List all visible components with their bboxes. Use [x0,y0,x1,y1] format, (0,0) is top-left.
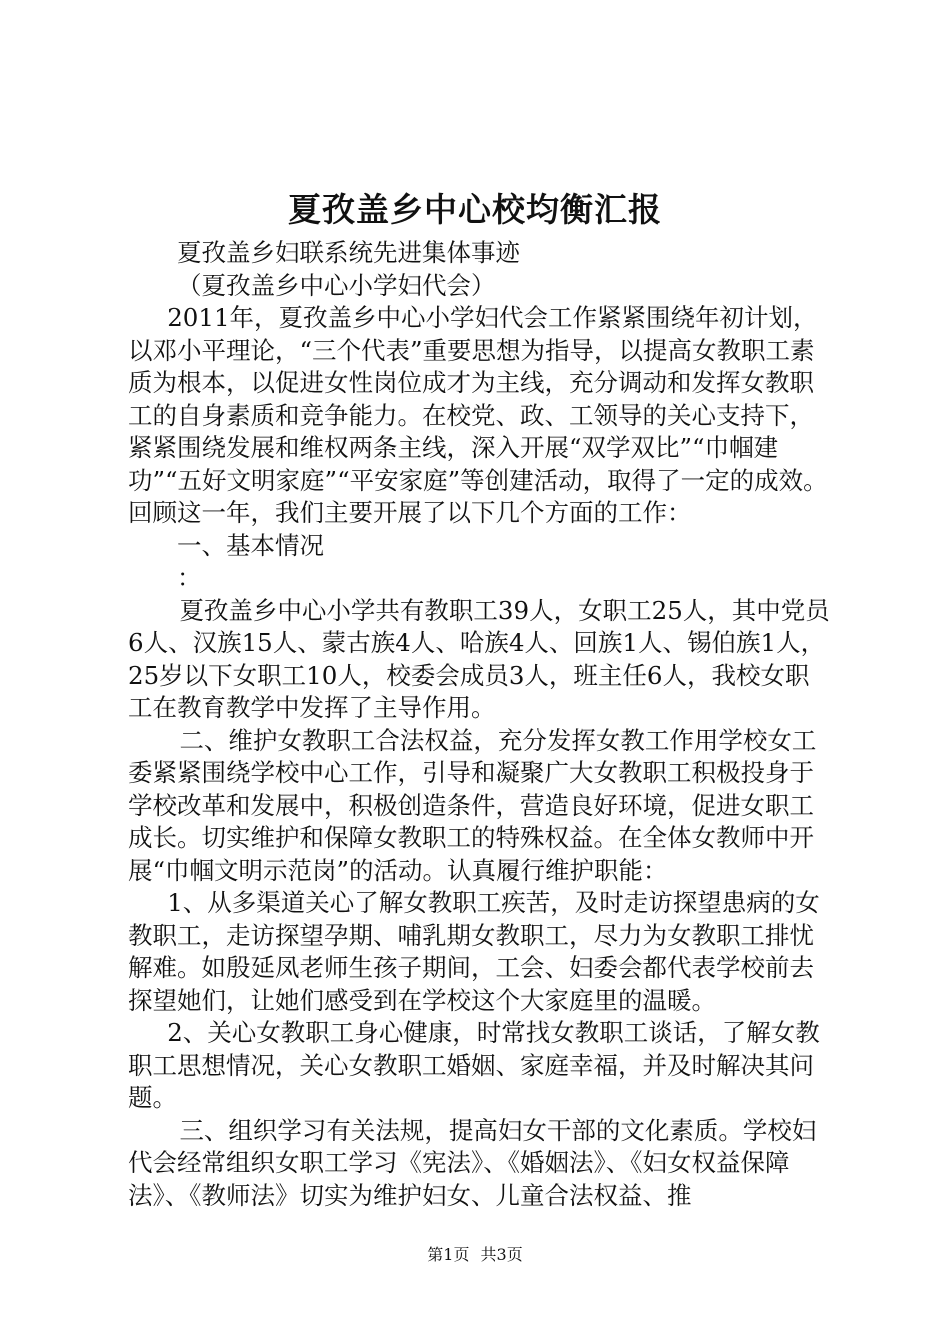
paragraph-basic-info: 夏孜盖乡中心小学共有教职工39人，女职工25人，其中党员6人、汉族15人、蒙古族4人、哈族4人、回族1人、锡伯族1人，25岁以下女职工10人，校委会成员3人，班主任6人，我校女职工在教育教学中发挥了主导作用。 [128,595,830,722]
paragraph-section-two: 二、维护女教职工合法权益，充分发挥女教工作用学校女工委紧紧围绕学校中心工作，引导和凝聚广大女教职工积极投身于学校改革和发展中，积极创造条件，营造良好环境，促进女职工成长。切实维护和保障女教职工的特殊权益。在全体女教师中开展“巾帼文明示范岗”的活动。认真履行维护职能： [128,725,817,885]
document-body [128,237,833,1212]
document-title: 夏孜盖乡中心校均衡汇报 [288,190,662,229]
paragraph-item-one: 1、从多渠道关心了解女教职工疾苦，及时走访探望患病的女教职工，走访探望孕期、哺乳期女教职工，尽力为女教职工排忧解难。如殷延凤老师生孩子期间，工会、妇委会都代表学校前去探望她们，让她们感受到在学校这个大家庭里的温暖。 [128,888,820,1015]
page-number: 第1页 [427,1245,470,1264]
paragraph-intro: 2011年，夏孜盖乡中心小学妇代会工作紧紧围绕年初计划，以邓小平理论，“三个代表”重要思想为指导，以提高女教职工素质为根本，以促进女性岗位成才为主线，充分调动和发挥女教职工的自身素质和竞争能力。在校党、政、工领导的关心支持下，紧紧围绕发展和维权两条主线，深入开展“双学双比”“巾帼建功”“五好文明家庭”“平安家庭”等创建活动，取得了一定的成效。回顾这一年，我们主要开展了以下几个方面的工作： [128,303,828,527]
subtitle: 夏孜盖乡妇联系统先进集体事迹 [177,238,520,267]
colon-line: ： [177,563,202,592]
organization-line: （夏孜盖乡中心小学妇代会） [177,270,496,300]
page-total: 共3页 [480,1245,523,1264]
page-footer [0,1244,950,1266]
paragraph-section-three: 三、组织学习有关法规，提高妇女干部的文化素质。学校妇代会经常组织女职工学习《宪法》、《婚姻法》、《妇女权益保障法》、《教师法》切实为维护妇女、儿童合法权益、推 [128,1115,817,1210]
section-heading-basic: 一、基本情况 [177,530,324,560]
paragraph-item-two: 2、关心女教职工身心健康，时常找女教职工谈话，了解女教职工思想情况，关心女教职工婚姻、家庭幸福，并及时解决其问题。 [128,1018,820,1112]
